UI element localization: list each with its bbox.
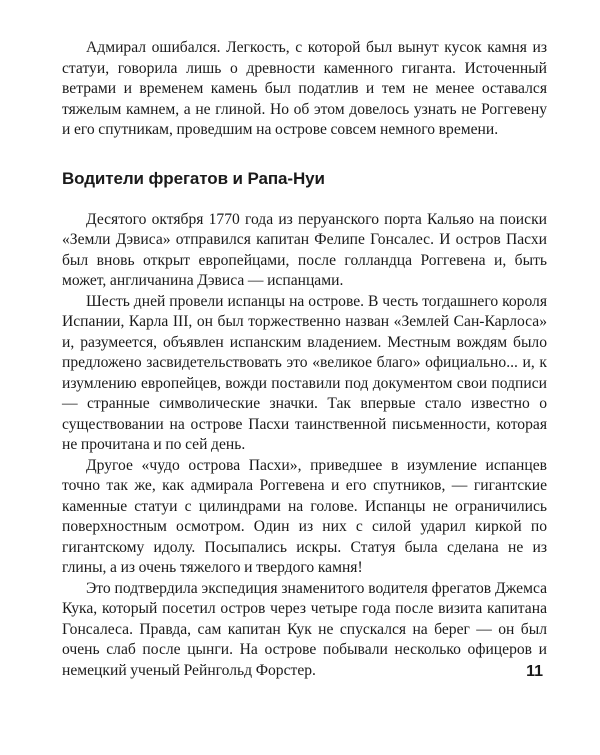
page-number: 11 — [526, 663, 543, 680]
paragraph-cook-expedition: Это подтвердила экспедиция знаменитого водителя фрегатов Джемса Кука, который посетил остров через четыре года после визита капитана Гонсалеса. Правда, сам капитан Кук не спускался на берег — он был очень слаб после цынги. На острове побывали несколько офицеров и немецкий ученый Рейнгольд Форстер. — [62, 579, 547, 679]
page-body — [62, 38, 547, 681]
section-heading: Водители фрегатов и Рапа-Нуи — [62, 168, 325, 188]
paragraph-san-carlos: Шесть дней провели испанцы на острове. В честь тогдашнего короля Испании, Карла III, он был торжественно назван «Землей Сан-Карлоса» и, разумеется, объявлен испанским владением. Местным вождям было предложено засвидетельствовать это «великое благо» официально... и, к изумлению европейцев, вожди поставили под документом свои подписи — странные символические значки. Так впервые стало известно о существовании на острове Пасхи таинственной письменности, которая не прочитана и по сей день. — [62, 292, 547, 453]
paragraph-stone-statues: Другое «чудо острова Пасхи», приведшее в изумление испанцев точно так же, как адмирала Роггевена и его спутников, — гигантские каменные статуи с цилиндрами на голове. Испанцы не ограничились поверхностным осмотром. Один из них с силой ударил киркой по гигантскому идолу. Посыпались искры. Статуя была сделана не из глины, а из очень тяжелого и твердого камня! — [62, 456, 547, 576]
paragraph-spanish-expedition: Десятого октября 1770 года из перуанского порта Кальяо на поиски «Земли Дэвиса» отправился капитан Фелипе Гонсалес. И остров Пасхи был вновь открыт европейцами, после голландца Роггевена и, быть может, англичанина Дэвиса — испанцами. — [62, 210, 547, 289]
intro-paragraph: Адмирал ошибался. Легкость, с которой был вынут кусок камня из статуи, говорила лишь о древности каменного гиганта. Источенный ветрами и временем камень был податлив и тем не менее оставался тяжелым камнем, а не глиной. Но об этом довелось узнать не Роггевену и его спутникам, проведшим на острове совсем немного времени. — [62, 39, 547, 138]
